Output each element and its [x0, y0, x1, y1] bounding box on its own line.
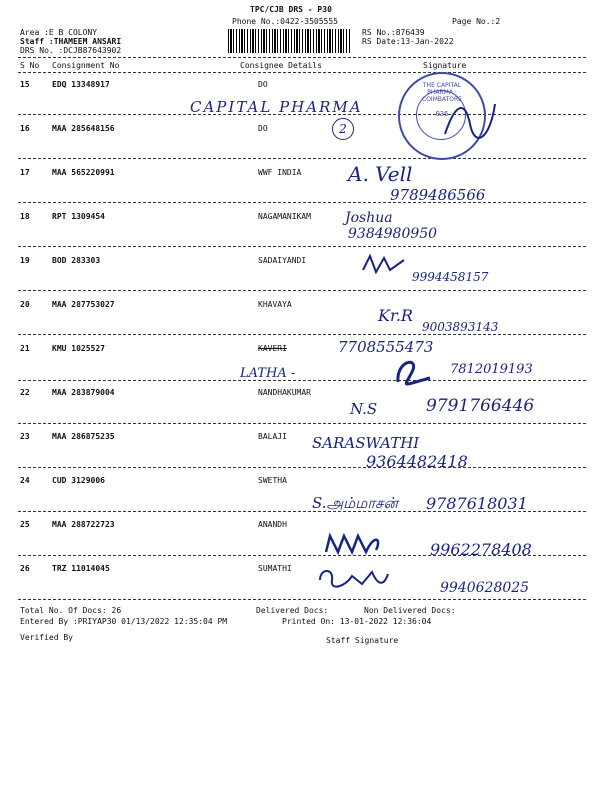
handwritten-phone-r21b: 7812019193 — [450, 362, 533, 377]
row-sno: 20 — [20, 300, 30, 309]
handwritten-name-r17: A. Vell — [348, 162, 413, 186]
non-delivered-docs: Non Delivered Docs: — [364, 606, 456, 615]
col-sno: S No — [20, 61, 40, 70]
handwritten-phone-r21a: 7708555473 — [338, 338, 434, 356]
row-sno: 18 — [20, 212, 30, 221]
handwritten-phone-r24: 9787618031 — [426, 494, 528, 513]
row-consignment: RPT 1309454 — [52, 212, 105, 221]
row-consignee: SWETHA — [258, 476, 287, 485]
row-consignment: MAA 285648156 — [52, 124, 115, 133]
row-divider — [18, 334, 586, 335]
row-divider — [18, 158, 586, 159]
row-sno: 26 — [20, 564, 30, 573]
row-consignee: KHAVAYA — [258, 300, 292, 309]
handwritten-phone-r19: 9994458157 — [412, 270, 489, 284]
row-sno: 15 — [20, 80, 30, 89]
header-divider-bottom — [18, 72, 586, 73]
row-consignee: NANDHAKUMAR — [258, 388, 311, 397]
col-consignee: Consignee Details — [240, 61, 322, 70]
delivered-docs: Delivered Docs: — [256, 606, 329, 615]
entered-by: Entered By :PRIYAP30 01/13/2022 12:35:04 PM — [20, 617, 228, 626]
staff-signature: Staff Signature — [326, 636, 399, 645]
row-divider — [18, 423, 586, 424]
row-consignment: EDQ 13348917 — [52, 80, 110, 89]
row-consignee: DO — [258, 124, 268, 133]
rs-date: RS Date:13-Jan-2022 — [362, 37, 454, 46]
row-sno: 21 — [20, 344, 30, 353]
row-sno: 19 — [20, 256, 30, 265]
row-consignment: MAA 288722723 — [52, 520, 115, 529]
barcode — [228, 29, 350, 53]
handwritten-phone-r25: 9962278408 — [430, 540, 532, 559]
signature-scribble — [316, 566, 392, 590]
verified-by: Verified By — [20, 633, 73, 642]
stamp-text: THE CAPITAL PHARMA · COIMBATORE — [422, 82, 462, 103]
staff-label: Staff :THAMEEM ANSARI — [20, 37, 122, 46]
signature-scribble — [360, 252, 410, 276]
handwritten-phone-r20: 9003893143 — [422, 320, 499, 334]
page-number: Page No.:2 — [452, 17, 501, 26]
row-divider — [18, 246, 586, 247]
row-consignee: ANANDH — [258, 520, 287, 529]
header-divider-top — [18, 57, 586, 58]
row-sno: 23 — [20, 432, 30, 441]
handwritten-phone-r18: 9384980950 — [348, 226, 438, 242]
handwritten-phone-r22: 9791766446 — [426, 396, 535, 416]
handwritten-name-r20: Kr.R — [378, 306, 413, 325]
row-consignment: TRZ 11014045 — [52, 564, 110, 573]
signature-scribble — [440, 94, 500, 144]
row-sno: 17 — [20, 168, 30, 177]
row-consignment: BOD 283303 — [52, 256, 101, 265]
col-consignment: Consignment No — [52, 61, 120, 70]
row-consignee: BALAJI — [258, 432, 287, 441]
handwritten-name-r18: Joshua — [345, 210, 393, 226]
handwritten-name-r24: S.அம்மாசன் — [312, 494, 399, 512]
handwritten-circled-number: 2 — [332, 118, 354, 140]
row-consignment: MAA 565220991 — [52, 168, 115, 177]
signature-scribble — [390, 352, 440, 388]
row-consignee: SUMATHI — [258, 564, 292, 573]
handwritten-phone-r26: 9940628025 — [440, 580, 530, 596]
row-consignment: CUD 3129006 — [52, 476, 105, 485]
row-divider — [18, 599, 586, 600]
row-sno: 24 — [20, 476, 30, 485]
row-consignment: MAA 283879004 — [52, 388, 115, 397]
row-consignment: MAA 287753027 — [52, 300, 115, 309]
row-consignment: KMU 1025527 — [52, 344, 105, 353]
handwritten-name-r22: N.S — [350, 400, 378, 418]
row-divider — [18, 202, 586, 203]
handwritten-phone-r23: 9364482418 — [366, 452, 468, 471]
row-divider — [18, 290, 586, 291]
row-sno: 16 — [20, 124, 30, 133]
row-consignee: DO — [258, 80, 268, 89]
drs-number: DRS No. :DCJB87643902 — [20, 46, 122, 55]
row-consignment: MAA 286875235 — [52, 432, 115, 441]
report-title: TPC/CJB DRS - P30 — [250, 5, 332, 14]
row-consignee: SADAIYANDI — [258, 256, 307, 265]
phone-number: Phone No.:0422-3505555 — [232, 17, 338, 26]
signature-scribble — [322, 530, 384, 560]
stamp-number: 036 — [435, 110, 449, 118]
rs-number: RS No.:876439 — [362, 28, 425, 37]
row-divider — [18, 467, 586, 468]
row-divider — [18, 380, 586, 381]
col-signature: Signature — [423, 61, 467, 70]
row-consignee: NAGAMANIKAM — [258, 212, 311, 221]
row-consignee: WWF INDIA — [258, 168, 302, 177]
handwritten-capital-pharma: CAPITAL PHARMA — [190, 98, 363, 116]
total-docs: Total No. Of Docs: 26 — [20, 606, 122, 615]
row-sno: 22 — [20, 388, 30, 397]
area-label: Area :E B COLONY — [20, 28, 98, 37]
handwritten-name-r21: LATHA - — [240, 366, 296, 381]
handwritten-phone-r17: 9789486566 — [390, 186, 486, 204]
row-sno: 25 — [20, 520, 30, 529]
handwritten-name-r23: SARASWATHI — [312, 434, 420, 452]
printed-on: Printed On: 13-01-2022 12:36:04 — [282, 617, 432, 626]
row-consignee: KAVERI — [258, 344, 287, 353]
